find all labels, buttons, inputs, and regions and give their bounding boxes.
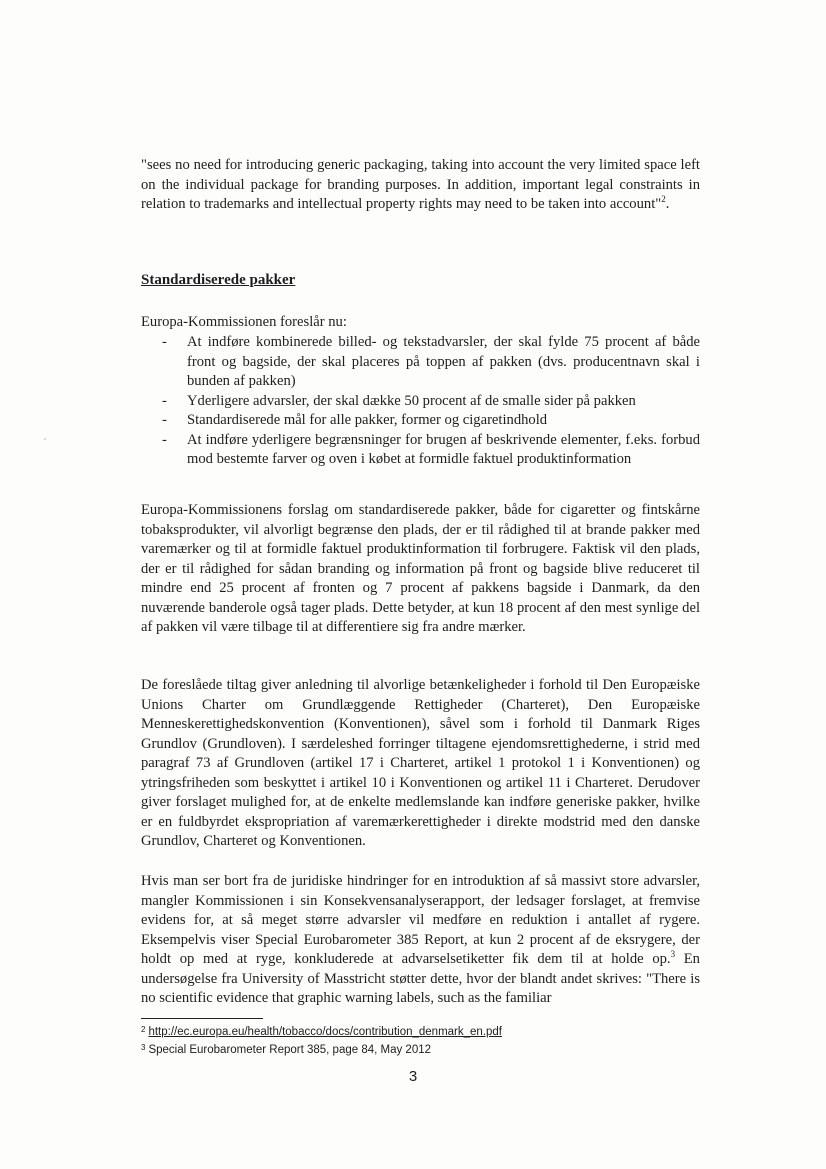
list-item bbox=[141, 411, 700, 431]
bullet-dash: - bbox=[162, 392, 167, 409]
quote-end: . bbox=[665, 196, 670, 212]
footnote-number: 3 bbox=[141, 1043, 146, 1052]
quote-paragraph bbox=[141, 156, 700, 215]
bullet-dash: - bbox=[162, 412, 167, 428]
body-paragraph-2: De foreslåede tiltag giver anledning til alvorlige betænkeligheder i forhold til Den Europæiske Unions Charter om Grundlæggende Rettigheder (Charteret), Den Europæiske Menneskerettighedskonvention (Konventionen), såvel som i forhold til Danmark Riges Grundlov (Grundloven). I særdeleshed forringer tiltagene ejendomsrettighederne, i strid med paragraf 73 af Grundloven (artikel 17 i Charteret, artikel 1 protokol 1 i Konventionen) og ytringsfriheden som beskyttet i artikel 10 i Konventionen og artikel 11 i Charteret. Derudover giver forslaget mulighed for, at de enkelte medlemslande kan indføre generiske pakker, hvilke er en fuldbyrdet ekspropriation af varemærkerettigheder i direkte modstrid med den danske Grundlov, Charteret og Konventionen. bbox=[141, 677, 700, 849]
section-heading: Standardiserede pakker bbox=[141, 272, 296, 288]
list-item-text: Yderligere advarsler, der skal dække 50 procent af de smalle sider på pakken bbox=[187, 392, 636, 409]
footnote-ref-3: 3 bbox=[670, 949, 676, 960]
body-paragraph-3 bbox=[141, 872, 700, 1009]
quote-text: "sees no need for introducing generic packaging, taking into account the very limited space left on the individual package for branding purposes. In addition, important legal constraints in relation to trademarks and intellectual property rights may need to be taken into account" bbox=[141, 157, 700, 212]
page-number: 3 bbox=[408, 1068, 418, 1085]
list-item-text: Standardiserede mål for alle pakker, former og cigaretindhold bbox=[187, 412, 548, 428]
footnote-3 bbox=[141, 1043, 431, 1057]
bullet-dash: - bbox=[162, 431, 167, 448]
footnote-divider bbox=[141, 1018, 263, 1019]
list-item-text: At indføre yderligere begrænsninger for brugen af beskrivende elementer, f.eks. forbud mod bestemte farver og oven i købet at formidle faktuel produktinformation bbox=[187, 431, 700, 467]
footnote-text: Special Eurobarometer Report 385, page 84, May 2012 bbox=[148, 1044, 432, 1056]
list-item bbox=[141, 392, 700, 412]
footnote-link[interactable]: http://ec.europa.eu/health/tobacco/docs/contribution_denmark_en.pdf bbox=[148, 1026, 502, 1038]
paragraph-text: En undersøgelse fra University of Masstricht støtter dette, hvor der blandt andet skrives: "There is no scientific evidence that graphic warning labels, such as the familiar bbox=[141, 951, 700, 1006]
paragraph-text: Hvis man ser bort fra de juridiske hindringer for en introduktion af så massivt store advarsler, mangler Kommissionen i sin Konsekvensanalyserapport, der ledsager forslaget, at fremvise evidens for, at så meget større advarsler vil medføre en reduktion i antallet af rygere. Eksempelvis viser Special Eurobarometer 385 Report, at kun 2 procent af de eksrygere, der holdt op med at ryge, konkluderede at advarselsetiketter fik dem til at holde op. bbox=[141, 873, 700, 967]
intro-line: Europa-Kommissionen foreslår nu: bbox=[141, 314, 347, 330]
proposal-list bbox=[141, 333, 700, 470]
body-paragraph-1: Europa-Kommissionens forslag om standardiserede pakker, både for cigaretter og fintskårne tobaksprodukter, vil alvorligt begrænse den plads, der er til rådighed til at brande pakker med varemærker og til at formidle faktuel produktinformation til forbrugere. Faktisk vil den plads, der er til rådighed for sådan branding og information på front og bagside blive reduceret til mindre end 25 procent af fronten og 7 procent af pakkens bagside i Danmark, da den nuværende banderole også tager plads. Dette betyder, at kun 18 procent af den mest synlige del af pakken vil være tilbage til at differentiere sig fra andre mærker. bbox=[141, 502, 700, 635]
list-item bbox=[141, 333, 700, 392]
bullet-dash: - bbox=[162, 334, 167, 350]
footnote-number: 2 bbox=[141, 1025, 146, 1034]
scan-speck bbox=[44, 438, 46, 440]
list-item-text: At indføre kombinerede billed- og tekstadvarsler, der skal fylde 75 procent af både front og bagside, der skal placeres på toppen af pakken (dvs. producentnavn skal i bunden af pakken) bbox=[187, 334, 700, 389]
footnote-ref-2: 2 bbox=[661, 194, 666, 205]
list-item bbox=[141, 431, 700, 470]
footnote-2 bbox=[141, 1025, 502, 1039]
